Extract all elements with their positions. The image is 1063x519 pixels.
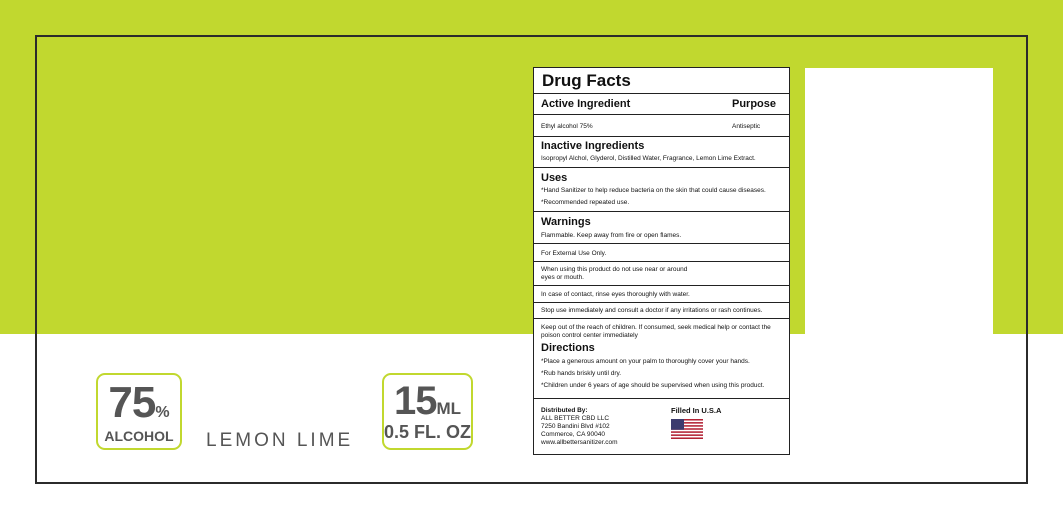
- active-ingredient-header-row: [534, 93, 789, 115]
- external-use-text: For External Use Only.: [541, 250, 607, 257]
- distributor-website: www.allbettersanitizer.com: [541, 439, 618, 446]
- warnings-flammable: Flammable. Keep away from fire or open flames.: [541, 232, 682, 239]
- purpose-header: Purpose: [732, 98, 777, 110]
- uses-section: [534, 167, 789, 212]
- directions-header: Directions: [541, 342, 595, 354]
- directions-item: *Place a generous amount on your palm to thoroughly cover your hands.: [541, 358, 750, 365]
- purpose-value: Antiseptic: [732, 123, 761, 130]
- product-name: LEMON LIME: [206, 430, 354, 451]
- when-using-text-line2: eyes or mouth.: [541, 274, 584, 281]
- distributor-city: Commerce, CA 90040: [541, 431, 605, 438]
- directions-item: *Children under 6 years of age should be supervised when using this product.: [541, 382, 765, 389]
- volume-number: 15: [393, 379, 437, 423]
- uses-header: Uses: [541, 172, 568, 184]
- keep-out-text-line1: Keep out of the reach of children. If consumed, seek medical help or contact the: [541, 324, 771, 331]
- us-flag-icon: [671, 419, 703, 439]
- distributor-name: ALL BETTER CBD LLC: [541, 415, 610, 422]
- label-border: [35, 35, 1028, 484]
- keep-out-directions-section: [534, 318, 789, 399]
- inactive-ingredients-text: Isopropyl Alchol, Glyderol, Distilled Water, Fragrance, Lemon Lime Extract.: [541, 155, 756, 162]
- stop-use-text: Stop use immediately and consult a doctor if any irritations or rash continues.: [541, 307, 763, 314]
- stop-use-row: [534, 302, 789, 319]
- distributor-address: 7250 Bandini Blvd #102: [541, 423, 610, 430]
- inactive-ingredients-header: Inactive Ingredients: [541, 140, 645, 152]
- uses-item: *Hand Sanitizer to help reduce bacteria on the skin that could cause diseases.: [541, 187, 766, 194]
- contact-text: In case of contact, rinse eyes thoroughly with water.: [541, 291, 690, 298]
- drug-facts-panel: [533, 67, 790, 455]
- when-using-text-line1: When using this product do not use near or around: [541, 266, 688, 273]
- alcohol-label: ALCOHOL: [104, 428, 174, 444]
- alcohol-unit: %: [155, 404, 170, 421]
- inactive-ingredients-section: [534, 136, 789, 168]
- volume-badge: [382, 373, 473, 450]
- when-using-row: [534, 261, 789, 286]
- volume-label: 0.5 FL. OZ: [384, 422, 472, 442]
- warnings-header: Warnings: [541, 216, 591, 228]
- distributed-by-label: Distributed By:: [541, 407, 588, 414]
- alcohol-percentage-badge: [96, 373, 182, 450]
- drug-facts-title-row: [534, 68, 789, 93]
- active-ingredient-value: Ethyl alcohol 75%: [541, 123, 593, 130]
- drug-facts-title: Drug Facts: [542, 71, 631, 90]
- contact-row: [534, 285, 789, 303]
- active-ingredient-header: Active Ingredient: [541, 98, 631, 110]
- distributor-section: [534, 398, 789, 455]
- uses-item: *Recommended repeated use.: [541, 199, 630, 206]
- keep-out-text-line2: poison control center immediately: [541, 332, 638, 339]
- external-use-row: [534, 243, 789, 262]
- alcohol-number: 75: [108, 378, 156, 427]
- filled-in-usa-text: Filled In U.S.A: [671, 406, 722, 415]
- active-ingredient-row: [534, 114, 789, 137]
- directions-item: *Rub hands briskly until dry.: [541, 370, 622, 377]
- volume-unit: ML: [436, 399, 462, 418]
- warnings-section: [534, 211, 789, 244]
